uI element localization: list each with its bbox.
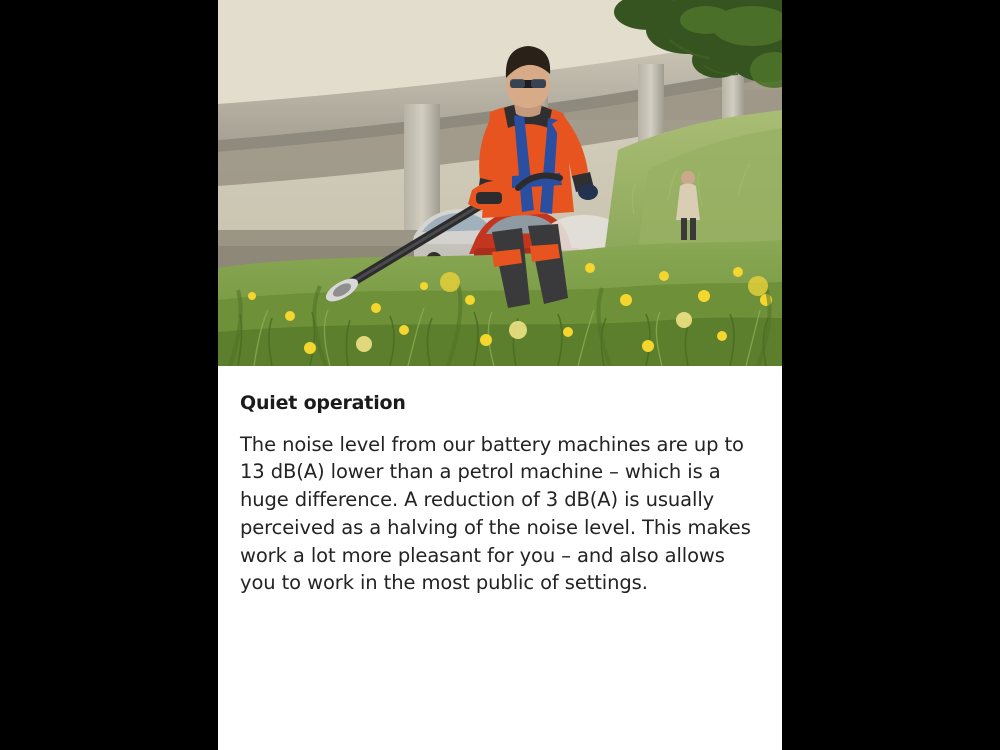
right-letterbox-band	[782, 0, 1000, 750]
section-heading: Quiet operation	[240, 392, 406, 414]
hero-image-illustration	[218, 0, 782, 366]
left-letterbox-band	[0, 0, 218, 750]
content-card	[218, 0, 782, 750]
hero-image	[218, 0, 782, 366]
text-block	[218, 366, 782, 597]
section-body: The noise level from our battery machines are up to 13 dB(A) lower than a petrol machine – which is a huge difference. A reduction of 3 dB(A) is usually perceived as a halving of the noise level. This makes work a lot more pleasant for you – and also allows you to work in the most public of settings.	[240, 432, 751, 595]
